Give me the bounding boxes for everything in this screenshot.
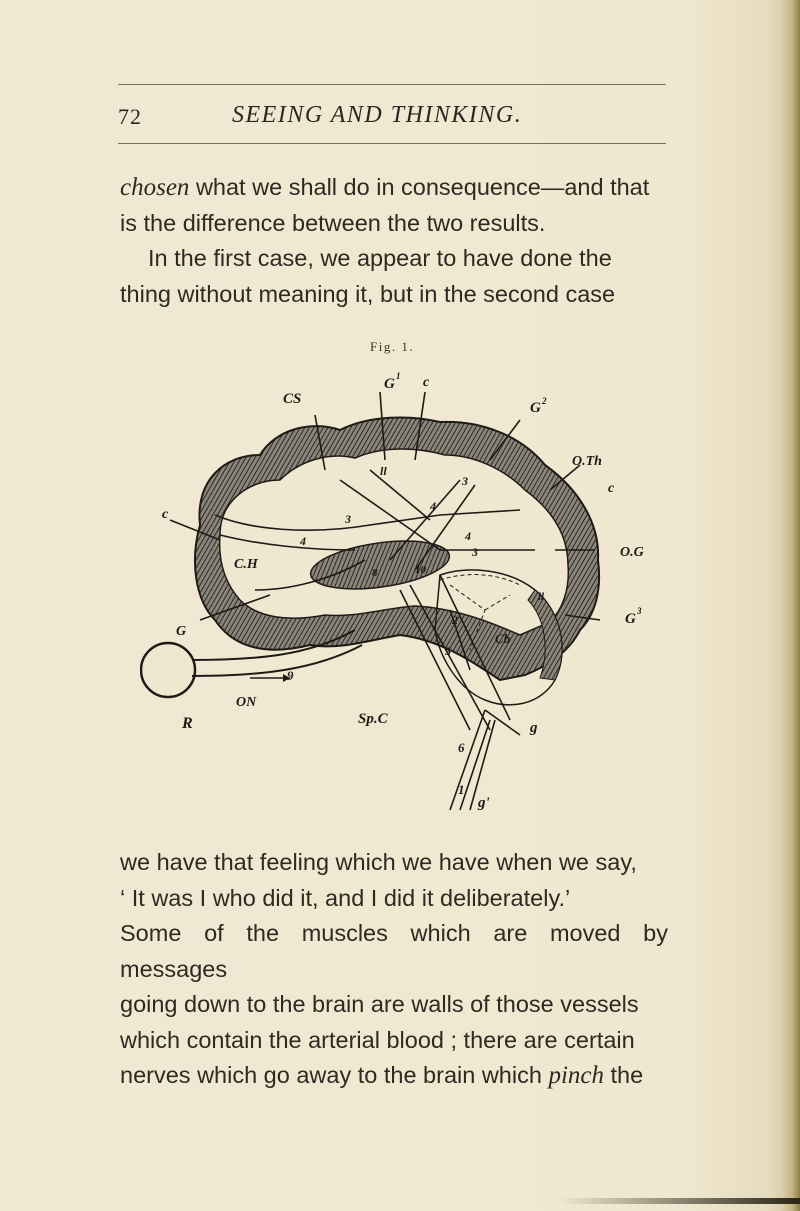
text-line: which contain the arterial blood ; there are certain bbox=[120, 1026, 635, 1053]
label-4c: 4 bbox=[465, 529, 471, 543]
page-number: 72 bbox=[118, 104, 142, 129]
label-10: 10 bbox=[415, 564, 426, 576]
text-line bbox=[120, 170, 668, 206]
text-span: what we shall do in consequence—and that bbox=[189, 174, 650, 200]
label-3b: 3 bbox=[462, 474, 468, 488]
page-bottom-shadow bbox=[560, 1198, 800, 1204]
label-oth: O.Th bbox=[572, 454, 602, 469]
label-c-right: c bbox=[608, 481, 615, 496]
label-c-left: c bbox=[162, 507, 169, 522]
text-line: Some of the muscles which are moved by messages bbox=[120, 920, 668, 982]
label-g3: G bbox=[625, 611, 636, 627]
italic-word: chosen bbox=[120, 174, 190, 201]
label-g-left: G bbox=[176, 624, 187, 639]
label-4a: 4 bbox=[300, 534, 306, 548]
text-line: thing without meaning it, but in the second case bbox=[120, 280, 616, 307]
text-span: nerves which go away to the brain which bbox=[120, 1062, 549, 1088]
eye-circle bbox=[141, 643, 195, 697]
label-6: 6 bbox=[458, 740, 465, 755]
label-3a: 3 bbox=[345, 512, 351, 526]
label-ch: C.H bbox=[234, 557, 258, 572]
label-g-lower: g bbox=[530, 720, 538, 736]
paragraph-bottom bbox=[120, 845, 668, 1094]
label-9: 9 bbox=[287, 668, 294, 683]
header-bottom-rule bbox=[118, 143, 666, 144]
label-on: ON bbox=[236, 695, 257, 710]
italic-word: pinch bbox=[548, 1062, 604, 1089]
label-og: O.G bbox=[620, 545, 644, 560]
text-line: is the difference between the two results. bbox=[120, 209, 546, 236]
header-top-rule bbox=[118, 84, 666, 85]
label-g3-sup: 3 bbox=[637, 606, 642, 616]
figure-caption: Fig. 1. bbox=[370, 339, 415, 354]
label-ll: ll bbox=[380, 464, 387, 478]
label-g1: G bbox=[384, 376, 395, 392]
label-5: 5 bbox=[445, 644, 451, 658]
text-line: In the first case, we appear to have done the bbox=[148, 245, 612, 271]
running-title: SEEING AND THINKING. bbox=[232, 102, 523, 128]
page-edge-shadow bbox=[782, 0, 800, 1211]
label-eye: R bbox=[182, 715, 193, 732]
brain-nerve-diagram bbox=[140, 360, 660, 835]
text-line: we have that feeling which we have when we say, bbox=[120, 849, 637, 875]
label-2: 2 bbox=[452, 613, 458, 627]
label-1: 1 bbox=[458, 782, 465, 797]
label-cb: Cb bbox=[495, 631, 511, 646]
label-c-top: c bbox=[423, 375, 430, 390]
label-g-prime: g' bbox=[478, 795, 490, 811]
label-g1-sup: 1 bbox=[396, 371, 401, 381]
label-g2: G bbox=[530, 400, 541, 416]
text-span: the bbox=[604, 1062, 644, 1088]
label-8: 8 bbox=[372, 567, 378, 579]
text-line bbox=[120, 1058, 668, 1094]
label-cs: CS bbox=[283, 391, 302, 407]
label-3c: 3 bbox=[472, 545, 478, 559]
text-line: going down to the brain are walls of those vessels bbox=[120, 991, 639, 1017]
label-g2-sup: 2 bbox=[542, 396, 547, 406]
label-4b: 4 bbox=[430, 499, 436, 513]
label-ll-2: ll bbox=[538, 591, 545, 603]
text-line: ‘ It was I who did it, and I did it deliberately.’ bbox=[120, 884, 571, 911]
paragraph-top bbox=[120, 170, 668, 312]
label-spc: Sp.C bbox=[358, 711, 388, 727]
